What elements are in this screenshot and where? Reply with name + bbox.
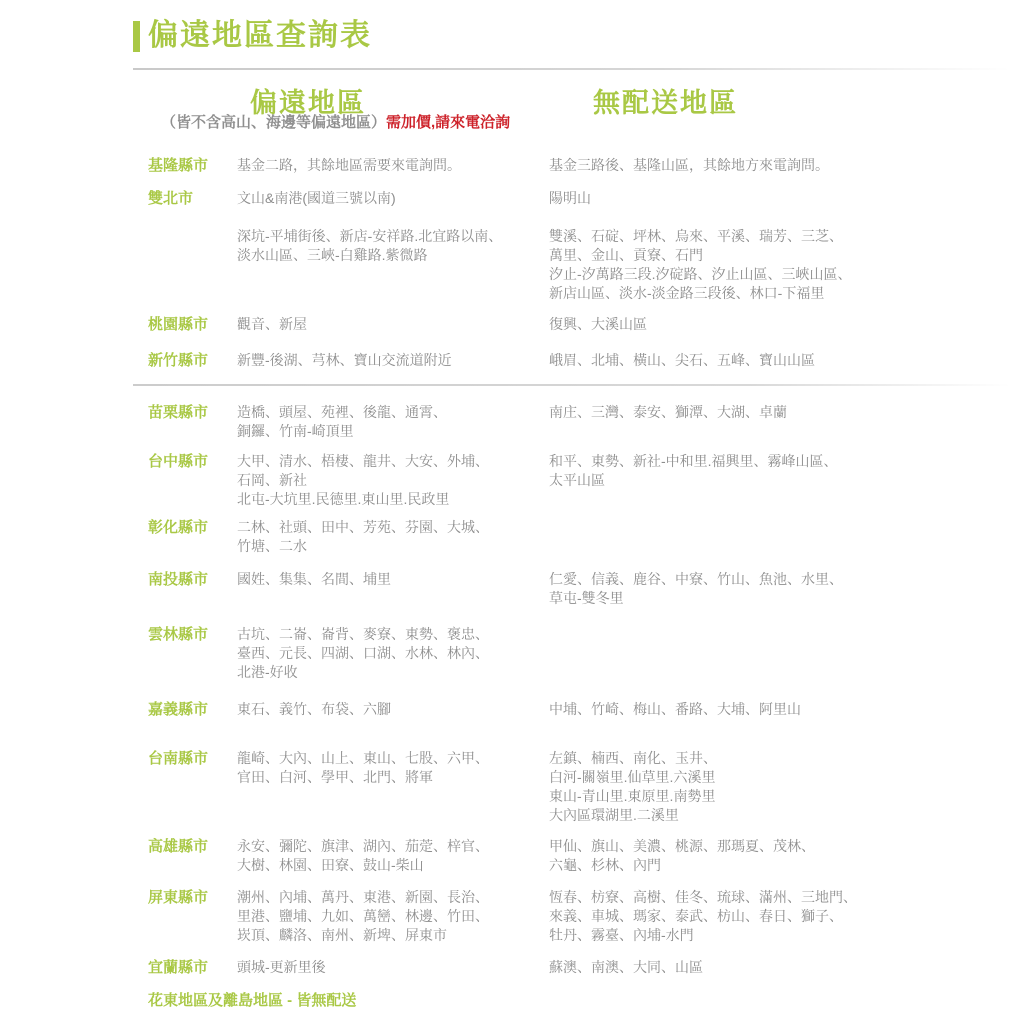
- table-row: [148, 403, 1010, 441]
- area-text-line: 臺西、元長、四湖、口湖、水林、林內、: [237, 645, 489, 661]
- area-text-line: 東石、義竹、布袋、六腳: [237, 701, 391, 717]
- no-delivery-areas-cell: [549, 749, 1010, 825]
- area-text-line: 恆春、枋寮、高樹、佳冬、琉球、滿州、三地門、: [549, 889, 857, 905]
- table-row: [148, 452, 1010, 509]
- area-text-line: 北港-好收: [237, 664, 298, 680]
- region-label: 嘉義縣市: [148, 701, 209, 718]
- column-header-remote-areas: 偏遠地區: [250, 88, 366, 118]
- no-delivery-areas-cell: [549, 452, 1010, 490]
- remote-areas-cell: [237, 403, 549, 441]
- remote-areas-cell: [237, 227, 549, 265]
- footer-note: 花東地區及離島地區 - 皆無配送: [148, 992, 357, 1009]
- area-text-line: 官田、白河、學甲、北門、將軍: [237, 769, 433, 785]
- area-text-line: 雙溪、石碇、坪林、烏來、平溪、瑞芳、三芝、: [549, 228, 843, 244]
- page-title: 偏遠地區查詢表: [148, 19, 372, 52]
- table-row: [148, 156, 1010, 175]
- remote-areas-cell: [237, 625, 549, 682]
- area-text-line: 竹塘、二水: [237, 538, 307, 554]
- table-row: [148, 315, 1010, 334]
- area-text-line: 六龜、杉林、內門: [549, 857, 661, 873]
- area-text-line: 仁愛、信義、鹿谷、中寮、竹山、魚池、水里、: [549, 571, 843, 587]
- area-text-line: 中埔、竹崎、梅山、番路、大埔、阿里山: [549, 701, 801, 717]
- table-row: [148, 189, 1010, 208]
- area-text-line: 觀音、新屋: [237, 316, 307, 332]
- no-delivery-areas-cell: [549, 570, 1010, 608]
- area-text-line: 銅鑼、竹南-崎頂里: [237, 423, 354, 439]
- region-label: 苗栗縣市: [148, 404, 209, 421]
- area-text-line: 左鎮、楠西、南化、玉井、: [549, 750, 717, 766]
- area-text-line: 基金三路後、基隆山區，其餘地方來電詢問。: [549, 157, 829, 173]
- area-text-line: 南庄、三灣、泰安、獅潭、大湖、卓蘭: [549, 404, 787, 420]
- area-text-line: 二林、社頭、田中、芳苑、芬園、大城、: [237, 519, 489, 535]
- area-text-line: 潮州、內埔、萬丹、東港、新園、長治、: [237, 889, 489, 905]
- area-text-line: 來義、車城、瑪家、泰武、枋山、春日、獅子、: [549, 908, 843, 924]
- no-delivery-areas-cell: [549, 189, 1010, 208]
- table-row: [148, 570, 1010, 608]
- no-delivery-areas-cell: [549, 351, 1010, 370]
- area-text-line: 北屯-大坑里.民德里.東山里.民政里: [237, 491, 450, 507]
- region-label: 屏東縣市: [148, 889, 209, 906]
- area-text-line: 牡丹、霧臺、內埔-水門: [549, 927, 694, 943]
- remote-areas-cell: [237, 888, 549, 945]
- region-label: 雲林縣市: [148, 626, 209, 643]
- area-text-line: 里港、鹽埔、九如、萬巒、林邊、竹田、: [237, 908, 489, 924]
- area-text-line: 東山-青山里.東原里.南勢里: [549, 788, 716, 804]
- area-text-line: 造橋、頭屋、苑裡、後龍、通霄、: [237, 404, 447, 420]
- lookup-table: [148, 156, 1010, 1011]
- table-row: [148, 518, 1010, 556]
- area-text-line: 文山&南港(國道三號以南): [237, 190, 396, 206]
- no-delivery-areas-cell: [549, 958, 1010, 977]
- region-label: 新竹縣市: [148, 352, 209, 369]
- region-label: 南投縣市: [148, 571, 209, 588]
- remote-areas-cell: [237, 700, 549, 719]
- region-label: 桃園縣市: [148, 316, 209, 333]
- table-row: [148, 958, 1010, 977]
- area-text-line: 草屯-雙冬里: [549, 590, 624, 606]
- area-text-line: 崁頂、麟洛、南州、新埤、屏東市: [237, 927, 447, 943]
- area-text-line: 深坑-平埔街後、新店-安祥路.北宜路以南、: [237, 228, 503, 244]
- table-row: [148, 837, 1010, 875]
- area-text-line: 甲仙、旗山、美濃、桃源、那瑪夏、茂林、: [549, 838, 815, 854]
- no-delivery-areas-cell: [549, 700, 1010, 719]
- area-text-line: 新店山區、淡水-淡金路三段後、林口-下福里: [549, 285, 825, 301]
- no-delivery-areas-cell: [549, 227, 1010, 303]
- area-text-line: 峨眉、北埔、橫山、尖石、五峰、寶山山區: [549, 352, 815, 368]
- remote-areas-cell: [237, 570, 549, 589]
- table-row: [148, 227, 1010, 303]
- column-header-no-delivery-areas: 無配送地區: [593, 88, 738, 118]
- area-text-line: 白河-關嶺里.仙草里.六溪里: [549, 769, 716, 785]
- area-text-line: 太平山區: [549, 472, 605, 488]
- remote-areas-cell: [237, 749, 549, 787]
- remote-areas-cell: [237, 837, 549, 875]
- area-text-line: 和平、東勢、新社-中和里.福興里、霧峰山區、: [549, 453, 838, 469]
- table-row: [148, 625, 1010, 682]
- no-delivery-areas-cell: [549, 156, 1010, 175]
- area-text-line: 陽明山: [549, 190, 591, 206]
- area-text-line: 淡水山區、三峽-白雞路.紫微路: [237, 247, 428, 263]
- table-row: [148, 351, 1010, 370]
- title-divider: [133, 68, 1010, 70]
- area-text-line: 大內區環湖里.二溪里: [549, 807, 679, 823]
- remote-areas-cell: [237, 315, 549, 334]
- region-label: 基隆縣市: [148, 157, 209, 174]
- area-text-line: 石岡、新社: [237, 472, 307, 488]
- surcharge-warning-text: 需加價,請來電洽詢: [386, 114, 511, 131]
- area-text-line: 大甲、清水、梧棲、龍井、大安、外埔、: [237, 453, 489, 469]
- table-row: [148, 700, 1010, 719]
- title-accent-bar: [133, 21, 140, 52]
- note-text: （皆不含高山、海邊等偏遠地區）: [161, 114, 387, 131]
- region-label: 高雄縣市: [148, 838, 209, 855]
- table-body: [148, 156, 1010, 977]
- area-text-line: 龍崎、大內、山上、東山、七股、六甲、: [237, 750, 489, 766]
- remote-areas-cell: [237, 156, 549, 175]
- area-text-line: 永安、彌陀、旗津、湖內、茄萣、梓官、: [237, 838, 489, 854]
- remote-areas-cell: [237, 518, 549, 556]
- area-text-line: 復興、大溪山區: [549, 316, 647, 332]
- no-delivery-areas-cell: [549, 837, 1010, 875]
- area-text-line: 大樹、林園、田寮、鼓山-柴山: [237, 857, 424, 873]
- no-delivery-areas-cell: [549, 403, 1010, 422]
- region-label: 雙北市: [148, 190, 194, 207]
- table-row: [148, 749, 1010, 825]
- remote-areas-cell: [237, 351, 549, 370]
- region-label: 彰化縣市: [148, 519, 209, 536]
- remote-areas-note: [161, 113, 510, 133]
- area-text-line: 基金二路，其餘地區需要來電詢問。: [237, 157, 461, 173]
- area-text-line: 汐止-汐萬路三段.汐碇路、汐止山區、三峽山區、: [549, 266, 852, 282]
- area-text-line: 萬里、金山、貢寮、石門: [549, 247, 703, 263]
- region-label: 台中縣市: [148, 453, 209, 470]
- area-text-line: 頭城-更新里後: [237, 959, 326, 975]
- remote-areas-cell: [237, 189, 549, 208]
- area-text-line: 新豐-後湖、芎林、寶山交流道附近: [237, 352, 452, 368]
- page-title-row: [133, 19, 372, 53]
- section-divider: [133, 384, 1010, 386]
- area-text-line: 古坑、二崙、崙背、麥寮、東勢、褒忠、: [237, 626, 489, 642]
- region-label: 台南縣市: [148, 750, 209, 767]
- table-row: [148, 888, 1010, 945]
- area-text-line: 國姓、集集、名間、埔里: [237, 571, 391, 587]
- region-label: 宜蘭縣市: [148, 959, 209, 976]
- no-delivery-areas-cell: [549, 315, 1010, 334]
- remote-areas-cell: [237, 452, 549, 509]
- area-text-line: 蘇澳、南澳、大同、山區: [549, 959, 703, 975]
- remote-areas-cell: [237, 958, 549, 977]
- no-delivery-areas-cell: [549, 888, 1010, 945]
